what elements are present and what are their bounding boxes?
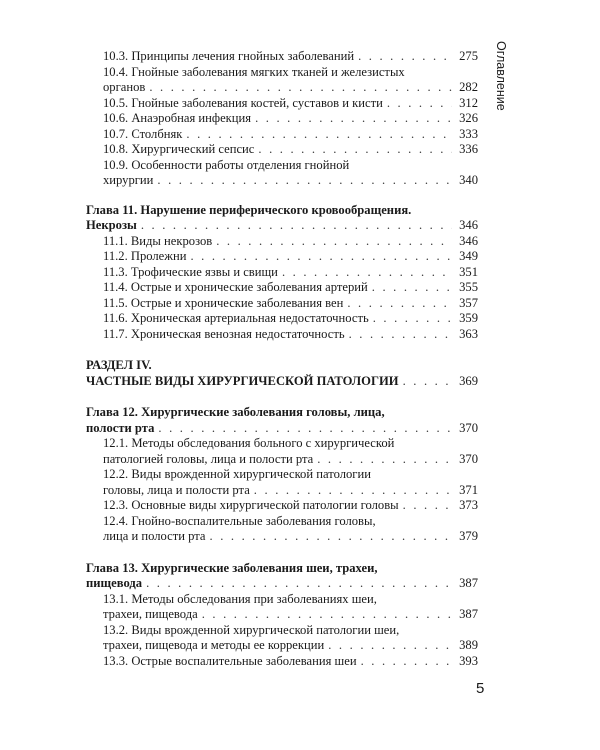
toc-entry-continuation[interactable] [86,452,478,468]
toc-entry-title-cont: патологией головы, лица и полости рта [103,451,314,466]
toc-entry[interactable] [86,49,478,65]
toc-entry[interactable] [86,311,478,327]
toc-entry-page: 363 [459,326,478,341]
chapter-heading-continuation[interactable] [86,576,478,592]
leader-dots [403,374,452,390]
leader-dots [282,265,452,281]
toc-entry-page: 351 [459,264,478,279]
leader-dots [258,142,452,158]
toc-entry[interactable] [86,158,478,174]
leader-dots [216,234,452,250]
chapter-title: Глава 11. Нарушение периферического кровообращения. [86,202,412,217]
toc-entry-continuation[interactable] [86,483,478,499]
toc-entry[interactable] [86,592,478,608]
section-heading[interactable] [86,358,478,374]
toc-entry-title: 11.5. Острые и хронические заболевания вен [103,295,344,310]
table-of-contents [86,49,478,669]
leader-dots [347,296,452,312]
running-head-label: Оглавление [494,41,508,111]
toc-entry[interactable] [86,234,478,250]
leader-dots [317,452,452,468]
leader-dots [158,421,452,437]
toc-entry-title: 13.2. Виды врожденной хирургической патологии шеи, [103,622,400,637]
toc-entry-continuation[interactable] [86,607,478,623]
toc-entry-page: 389 [459,638,478,652]
toc-entry-title: 11.4. Острые и хронические заболевания артерий [103,280,368,294]
toc-entry-title: 10.8. Хирургический сепсис [103,142,255,156]
toc-entry-title: 12.2. Виды врожденной хирургической патологии [103,467,371,481]
toc-entry-page: 333 [459,126,478,141]
section-heading-continuation[interactable] [86,374,478,390]
toc-entry-title-cont: головы, лица и полости рта [103,482,250,497]
toc-entry-continuation[interactable] [86,638,478,654]
toc-entry-title-cont: органов [103,80,146,94]
toc-entry[interactable] [86,96,478,112]
toc-entry-page: 357 [459,295,478,310]
toc-entry[interactable] [86,623,478,639]
leader-dots [373,311,452,327]
chapter-heading-continuation[interactable] [86,421,478,437]
toc-entry-title: 10.6. Анаэробная инфекция [103,111,252,125]
toc-entry[interactable] [86,280,478,296]
section-title-cont: ЧАСТНЫЕ ВИДЫ ХИРУРГИЧЕСКОЙ ПАТОЛОГИИ [86,373,399,388]
toc-entry-title-cont: хирургии [103,173,154,187]
running-head-side [492,41,508,161]
toc-entry-title: 12.1. Методы обследования больного с хирургической [103,436,395,450]
chapter-heading[interactable] [86,561,478,577]
section-title: РАЗДЕЛ IV. [86,358,152,372]
leader-dots [146,576,452,592]
leader-dots [157,173,452,189]
toc-entry[interactable] [86,249,478,265]
toc-entry-page: 340 [459,173,478,187]
leader-dots [186,127,452,143]
toc-entry[interactable] [86,467,478,483]
toc-entry-title: 11.1. Виды некрозов [103,233,213,248]
chapter-title: Глава 12. Хирургические заболевания головы, лица, [86,405,385,419]
toc-entry[interactable] [86,296,478,312]
chapter-heading-continuation[interactable] [86,218,478,234]
chapter-page: 387 [459,576,478,590]
leader-dots [254,483,452,499]
toc-entry-page: 275 [459,49,478,63]
toc-entry[interactable] [86,265,478,281]
toc-entry-title: 11.2. Пролежни [103,249,187,263]
leader-dots [372,280,452,296]
toc-entry[interactable] [86,111,478,127]
chapter-heading[interactable] [86,405,478,421]
toc-entry-title: 12.3. Основные виды хирургической патологии головы [103,498,399,512]
toc-entry-page: 326 [459,111,478,125]
toc-entry[interactable] [86,65,478,81]
toc-entry-continuation[interactable] [86,80,478,96]
chapter-title: Глава 13. Хирургические заболевания шеи, трахеи, [86,560,378,575]
chapter-title-cont: пищевода [86,576,143,590]
toc-entry-title-cont: лица и полости рта [103,529,206,543]
leader-dots [210,529,452,545]
leader-dots [387,96,452,112]
toc-entry[interactable] [86,142,478,158]
toc-entry[interactable] [86,327,478,343]
leader-dots [190,249,452,265]
toc-entry-title: 11.3. Трофические язвы и свищи [103,264,278,279]
toc-entry[interactable] [86,436,478,452]
toc-entry-title: 11.7. Хроническая венозная недостаточность [103,326,345,341]
toc-entry-title: 10.3. Принципы лечения гнойных заболеваний [103,49,355,63]
toc-entry[interactable] [86,127,478,143]
toc-entry-page: 312 [459,95,478,110]
toc-entry-page: 393 [459,653,478,668]
toc-entry[interactable] [86,498,478,514]
chapter-title-cont: полости рта [86,420,155,435]
toc-entry-title-cont: трахеи, пищевода [103,607,198,621]
chapter-page: 346 [459,218,478,232]
leader-dots [361,654,452,670]
leader-dots [358,49,452,65]
leader-dots [349,327,452,343]
toc-entry-title: 12.4. Гнойно-воспалительные заболевания головы, [103,513,376,528]
chapter-heading[interactable] [86,203,478,219]
toc-entry-page: 387 [459,607,478,621]
toc-entry-title: 11.6. Хроническая артериальная недостаточность [103,311,369,325]
toc-entry-page: 349 [459,249,478,263]
toc-entry-page: 282 [459,80,478,94]
chapter-page: 370 [459,420,478,435]
toc-entry-continuation[interactable] [86,529,478,545]
toc-entry-title: 10.4. Гнойные заболевания мягких тканей и железистых [103,64,405,79]
leader-dots [202,607,452,623]
toc-entry-title: 10.7. Столбняк [103,126,183,141]
toc-entry-continuation[interactable] [86,173,478,189]
section-page: 369 [459,373,478,388]
toc-entry-title: 13.3. Острые воспалительные заболевания шеи [103,653,357,668]
toc-entry-page: 336 [459,142,478,156]
toc-entry-title: 10.9. Особенности работы отделения гнойной [103,157,350,172]
toc-entry-page: 359 [459,311,478,325]
toc-entry-page: 355 [459,280,478,294]
toc-entry-title: 10.5. Гнойные заболевания костей, суставов и кисти [103,95,383,110]
leader-dots [403,498,452,514]
toc-entry-title: 13.1. Методы обследования при заболеваниях шеи, [103,591,377,606]
toc-entry-title-cont: трахеи, пищевода и методы ее коррекции [103,638,325,652]
toc-entry-page: 370 [459,451,478,466]
leader-dots [149,80,452,96]
toc-entry-page: 346 [459,233,478,248]
toc-entry-page: 373 [459,498,478,512]
toc-entry[interactable] [86,654,478,670]
leader-dots [141,218,452,234]
toc-entry[interactable] [86,514,478,530]
toc-entry-page: 379 [459,529,478,543]
leader-dots [328,638,452,654]
page-number: 5 [476,680,485,697]
leader-dots [255,111,452,127]
toc-entry-page: 371 [459,482,478,497]
chapter-title-cont: Некрозы [86,218,137,232]
